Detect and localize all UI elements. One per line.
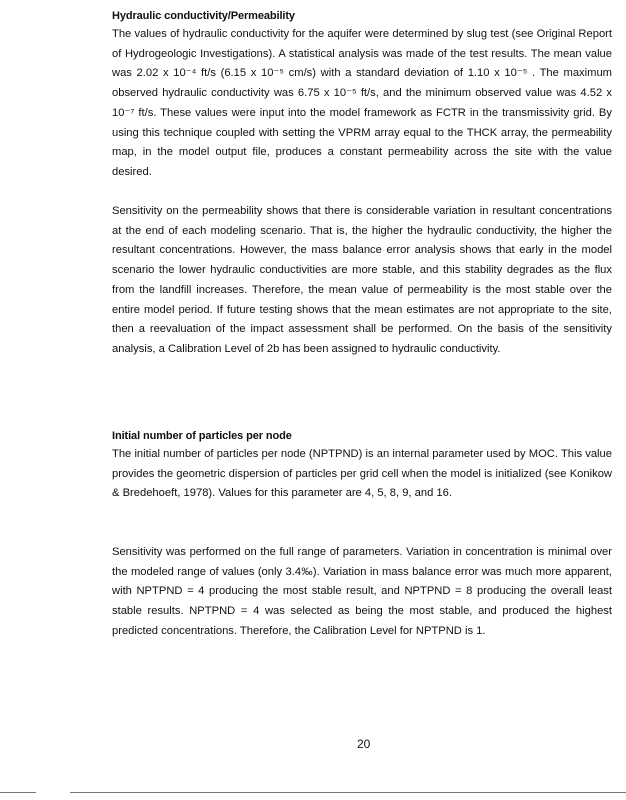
paragraph-nptpnd-definition: The initial number of particles per node (NPTPND) is an internal parameter used by MOC. This value provides the geometric dispersion of particles per grid cell when the model is initialized (see Konikow & Bredehoeft, 1978). Values for this parameter are 4, 5, 8, 9, and 16. bbox=[112, 448, 612, 500]
paragraph-hydraulic-conductivity-values: The values of hydraulic conductivity for the aquifer were determined by slug test (see Original Report of Hydrogeologic Investigations). A statistical analysis was made of the test results. The mean value was 2.02 x 10⁻⁴ ft/s (6.15 x 10⁻⁵ cm/s) with a standard deviation of 1.10 x 10⁻⁵ . The maximum observed hydraulic conductivity was 6.75 x 10⁻⁵ ft/s, and the minimum observed value was 4.52 x 10⁻⁷ ft/s. These values were input into the model framework as FCTR in the transmissivity grid. By using this technique coupled with setting the VPRM array equal to the THCK array, the permeability map, in the model output file, produces a constant permeability across the site with the value desired. bbox=[112, 28, 612, 178]
page-number: 20 bbox=[357, 737, 371, 751]
bottom-scan-line-left bbox=[0, 792, 36, 793]
paragraph-nptpnd-sensitivity: Sensitivity was performed on the full range of parameters. Variation in concentration is minimal over the modeled range of values (only 3.4‰). Variation in mass balance error was much more apparent, with NPTPND = 4 producing the most stable result, and NPTPND = 8 producing the overall least stable results. NPTPND = 4 was selected as being the most stable, and produced the highest predicted concentrations. Therefore, the Calibration Level for NPTPND is 1. bbox=[112, 546, 612, 637]
section-heading-hydraulic-conductivity: Hydraulic conductivity/Permeability bbox=[112, 10, 295, 22]
bottom-scan-line-right bbox=[70, 792, 626, 793]
section-heading-initial-particles: Initial number of particles per node bbox=[112, 430, 292, 442]
paragraph-permeability-sensitivity: Sensitivity on the permeability shows that there is considerable variation in resultant concentrations at the end of each modeling scenario. That is, the higher the hydraulic conductivity, the higher the resultant concentrations. However, the mass balance error analysis shows that early in the model scenario the lower hydraulic conductivities are more stable, and this stability degrades as the flux from the landfill increases. Therefore, the mean value of permeability is the most stable over the entire model period. If future testing shows that the mean estimates are not appropriate to the site, then a reevaluation of the impact assessment shall be performed. On the basis of the sensitivity analysis, a Calibration Level of 2b has been assigned to hydraulic conductivity. bbox=[112, 205, 612, 355]
